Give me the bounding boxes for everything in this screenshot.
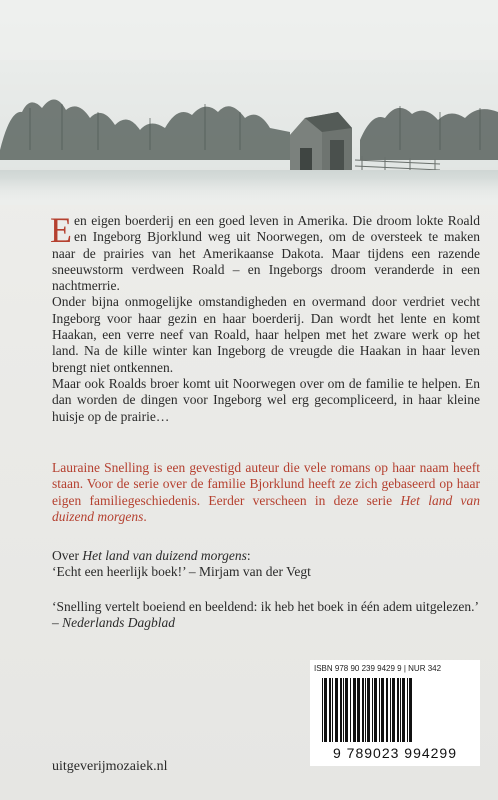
publisher-website[interactable]: uitgeverijmozaiek.nl bbox=[52, 759, 168, 774]
blurb-paragraph-1 bbox=[50, 210, 480, 294]
barcode-bar bbox=[392, 678, 395, 742]
barcode-bar bbox=[362, 678, 364, 742]
barcode-bar bbox=[372, 678, 373, 742]
barcode-bar bbox=[343, 678, 344, 742]
quote-2-text: ‘Snelling vertelt boeiend en beeldend: ik heb het boek in één adem uitgelezen.’ – bbox=[52, 599, 478, 631]
farm-landscape-image bbox=[0, 0, 498, 205]
quote-1-book-title: Het land van duizend morgens bbox=[82, 548, 247, 563]
barcode-bar bbox=[340, 678, 342, 742]
quote-2-source: Nederlands Dagblad bbox=[62, 615, 175, 631]
barcode-bar bbox=[324, 678, 327, 742]
barcode-bars bbox=[320, 678, 470, 744]
barcode-bar bbox=[345, 678, 348, 742]
barcode-bar bbox=[409, 678, 412, 742]
barcode-bar bbox=[367, 678, 370, 742]
barcode-bar bbox=[379, 678, 380, 742]
barcode-number: 9 789023 994299 bbox=[333, 745, 457, 761]
barcode-bar bbox=[332, 678, 333, 742]
blurb-paragraph-2: Onder bijna onmogelijke omstandigheden en overmand door verdriet vecht Ingeborg voor haar gezin en haar boerderij. Dan wordt het lente en komt Haakan, een verre neef van Roald, haar helpen met het zware werk op het land. Na de kille winter kan Ingeborg de vreugde die Haakan in haar leven brengt niet ontkennen. bbox=[52, 294, 480, 375]
barcode-bar bbox=[397, 678, 399, 742]
barcode-bar bbox=[353, 678, 356, 742]
isbn-number: ISBN 978 90 239 9429 9 bbox=[314, 664, 402, 673]
blurb-paragraph-1-text: en eigen boerderij en een goed leven in Amerika. Die droom lokte Roald en Ingeborg Bjorklund weg uit Noorwegen, om de oversteek te maken naar de prairies van het Amerikaanse Dakota. Maar tijdens een razende sneeuwstorm verdween Roald – en Ingeborgs droom veranderde in een nachtmerrie. bbox=[52, 213, 480, 294]
barcode-bar bbox=[402, 678, 405, 742]
isbn-barcode bbox=[310, 660, 480, 766]
quote-1-prefix: Over bbox=[52, 548, 83, 563]
barcode-bar bbox=[335, 678, 338, 742]
barcode-bar bbox=[390, 678, 391, 742]
barcode-bar bbox=[407, 678, 408, 742]
barcode-bar bbox=[381, 678, 384, 742]
barcode-bar bbox=[365, 678, 366, 742]
barcode-bar bbox=[386, 678, 388, 742]
quote-1-colon: : bbox=[246, 548, 251, 563]
blurb-section bbox=[50, 210, 480, 425]
barcode-bar bbox=[329, 678, 331, 742]
barcode-bar bbox=[400, 678, 401, 742]
barcode-bar bbox=[374, 678, 377, 742]
author-note bbox=[52, 460, 480, 525]
barcode-bar bbox=[357, 678, 360, 742]
author-note-text: Lauraine Snelling is een gevestigd auteur die vele romans op haar naam heeft staan. Voor de serie over de familie Bjorklund heeft ze zich gebaseerd op haar eigen familiegeschiedenis. Eerder verscheen in deze serie bbox=[52, 460, 480, 508]
barcode-bar bbox=[322, 678, 323, 742]
barcode-bar bbox=[350, 678, 351, 742]
isbn-line: ISBN 978 90 239 9429 9 | NUR 342 bbox=[314, 664, 442, 673]
drop-cap: E bbox=[50, 210, 72, 250]
review-quote-1 bbox=[52, 548, 480, 581]
blurb-paragraph-3: Maar ook Roalds broer komt uit Noorwegen over om de familie te helpen. En dan worden de dingen voor Ingeborg wel erg gecompliceerd, in haar kleine huisje op de prairie… bbox=[52, 375, 480, 424]
author-note-end: . bbox=[143, 508, 147, 524]
series-title: Het land van duizend morgens bbox=[52, 492, 480, 524]
quote-1-text: ‘Echt een heerlijk boek!’ – Mirjam van der Vegt bbox=[52, 564, 311, 580]
review-quote-2 bbox=[52, 599, 480, 632]
nur-code: NUR 342 bbox=[408, 664, 442, 673]
